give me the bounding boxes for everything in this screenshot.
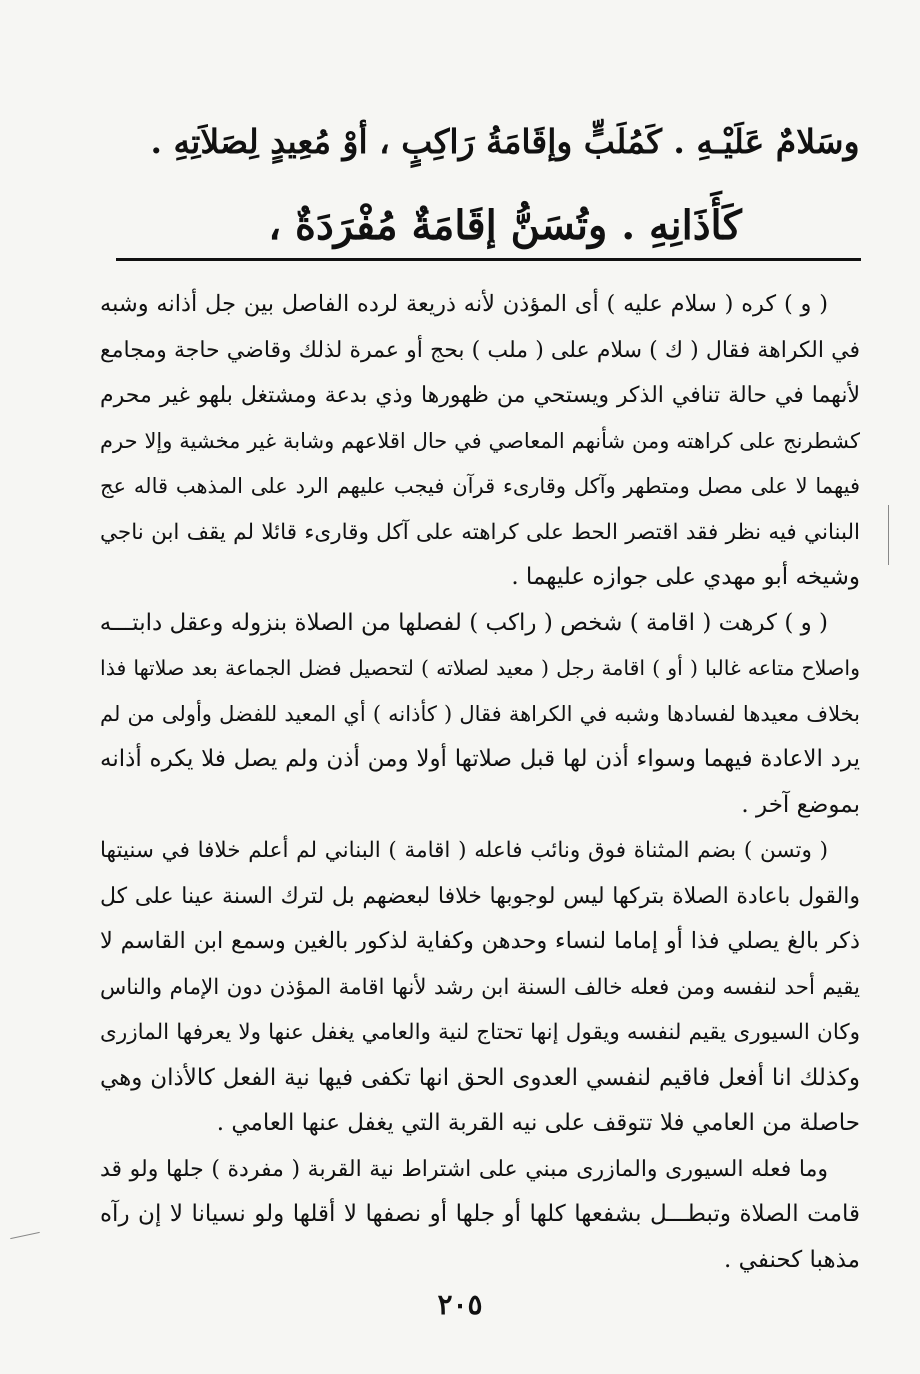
- page-number: ٢٠٥: [437, 1288, 483, 1321]
- matn-line-1: وسَلامٌ عَلَيْـهِ . كَمُلَبٍّ وإقَامَةُ رَاكِبٍ ، أوْ مُعِيدٍ لِصَلاَتِهِ .: [150, 122, 860, 161]
- commentary-line: يرد الاعادة فيهما وسواء أذن لها قبل صلاتها أولا ومن أذن ولم يصل فلا يكره أذانه: [100, 746, 860, 772]
- commentary-line: ( وتسن ) بضم المثناة فوق ونائب فاعله ( اقامة ) البناني لم أعلم خلافا في سنيتها: [100, 838, 828, 863]
- commentary-line: وكذلك انا أفعل فاقيم لنفسي العدوى الحق انها تكفى فيها نية الفعل كالأذان وهي: [100, 1064, 860, 1091]
- commentary-line: حاصلة من العامي فلا تتوقف على نيه القربة التي يغفل عنها العامي .: [216, 1110, 860, 1136]
- commentary-line: ( و ) كرهت ( اقامة ) شخص ( راكب ) لفصلها من الصلاة بنزوله وعقل دابتـــه: [100, 609, 828, 636]
- commentary-line: لأنهما في حالة تنافي الذكر ويستحي من ظهورها وذي بدعة ومشتغل بلهو غير محرم: [100, 383, 860, 408]
- commentary-line: كشطرنج على كراهته ومن شأنهم المعاصي في حال اقلاعهم وشابة غير مخشية وإلا حرم: [100, 428, 860, 453]
- commentary-line: بموضع آخر .: [741, 791, 860, 818]
- commentary-line: ( و ) كره ( سلام عليه ) أى المؤذن لأنه ذريعة لرده الفاصل بين جل أذانه وشبه: [100, 291, 828, 317]
- commentary-line: في الكراهة فقال ( ك ) سلام على ( ملب ) بحج أو عمرة لذلك وقاضي حاجة ومجامع: [100, 337, 860, 363]
- matn-line-2: كَأَذَانِهِ . وتُسَنُّ إقَامَةٌ مُفْرَدَةٌ ،: [268, 202, 742, 249]
- commentary-line: يقيم أحد لنفسه ومن فعله خالف السنة ابن رشد لأنها اقامة المؤذن دون الإمام والناس: [100, 974, 860, 1000]
- commentary-line: بخلاف معيدها لفسادها وشبه في الكراهة فقال ( كأذانه ) أي المعيد للفضل وأولى من لم: [100, 701, 860, 726]
- commentary-line: فيهما لا على مصل ومتطهر وآكل وقارىء قرآن فيجب عليهم الرد على المذهب قاله عج: [100, 474, 860, 498]
- commentary-line: وشيخه أبو مهدي على جوازه عليهما .: [511, 564, 860, 590]
- commentary-line: قامت الصلاة وتبطـــل بشفعها كلها أو جلها أو نصفها لا أقلها ولو نسيانا لا إن رآه: [100, 1201, 860, 1227]
- commentary-line: مذهبا كحنفي .: [724, 1246, 860, 1273]
- commentary-line: ذكر بالغ يصلي فذا أو إماما لنساء وحدهن وكفاية لذكور بالغين وسمع ابن القاسم لا: [100, 928, 860, 954]
- scan-edge-mark: [10, 1232, 40, 1239]
- commentary-text-block: [100, 282, 860, 1283]
- separator-rule: [116, 258, 861, 261]
- commentary-line: البناني فيه نظر فقد اقتصر الحط على كراهته على آكل وقارىء قائلا لم يقف ابن ناجي: [100, 519, 860, 545]
- commentary-line: وما فعله السيورى والمازرى مبني على اشتراط نية القربة ( مفردة ) جلها ولو قد: [100, 1156, 828, 1182]
- commentary-line: وكان السيورى يقيم لنفسه ويقول إنها تحتاج لنية والعامي يغفل عنها ولا يعرفها المازرى: [100, 1020, 860, 1045]
- matn-text-block: [150, 100, 860, 268]
- commentary-line: والقول باعادة الصلاة بتركها ليس لوجوبها خلافا لبعضهم بل لترك السنة عينا على كل: [100, 883, 860, 909]
- commentary-line: واصلاح متاعه غالبا ( أو ) اقامة رجل ( معيد لصلاته ) لتحصيل فضل الجماعة بعد صلاتها فذا: [100, 656, 860, 680]
- scan-edge-mark: [888, 505, 889, 565]
